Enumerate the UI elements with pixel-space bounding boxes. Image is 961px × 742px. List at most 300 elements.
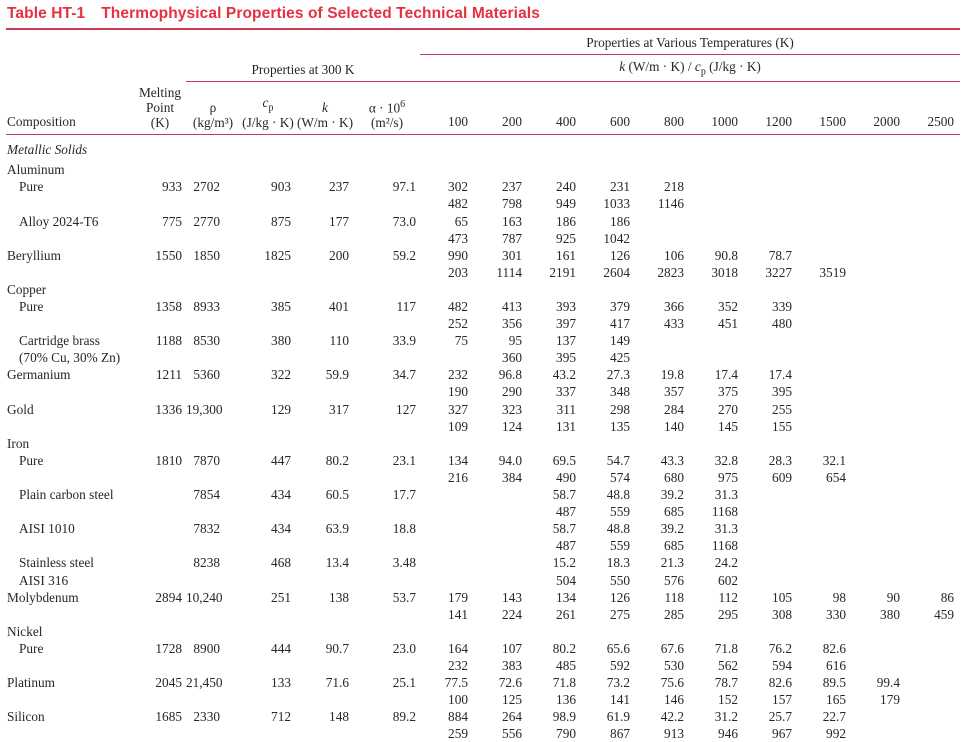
k-at-temp: 95: [508, 333, 522, 349]
k-at-temp: [798, 486, 852, 503]
density-300k: 7832: [193, 521, 220, 537]
temp-column-header: 100: [420, 81, 474, 135]
k-at-temp: 164: [448, 640, 468, 656]
k-at-temp: 48.8: [606, 521, 630, 537]
cp-at-temp: 395: [556, 350, 576, 366]
k-at-temp: 393: [556, 299, 576, 314]
specific-heat-300k: 385: [271, 299, 291, 314]
melting-point: 933: [162, 179, 182, 195]
empty-cell: [296, 572, 354, 589]
k-at-temp: 240: [556, 179, 576, 195]
cp-at-temp: 397: [556, 316, 576, 332]
empty-cell: [296, 349, 354, 366]
empty-cell: [240, 315, 296, 332]
specific-heat-300k: 322: [271, 367, 291, 383]
k-at-temp: 31.3: [714, 487, 738, 503]
conductivity-300k: 110: [329, 333, 349, 349]
cp-at-temp: 290: [502, 384, 522, 400]
cp-at-temp: [798, 418, 852, 435]
cp-at-temp: 473: [448, 230, 468, 246]
k-at-temp: 186: [610, 213, 630, 229]
cp-at-temp: 383: [502, 657, 522, 673]
density-300k: 8900: [193, 640, 220, 656]
k-at-temp: 218: [664, 179, 684, 195]
k-at-temp: 270: [718, 401, 738, 417]
diffusivity-300k: 89.2: [392, 709, 416, 725]
k-at-temp: [906, 640, 960, 657]
k-at-temp: 482: [448, 299, 468, 314]
melting-point: 1685: [155, 709, 182, 725]
empty-cell: [354, 315, 420, 332]
empty-cell: [240, 657, 296, 674]
k-at-temp: 106: [664, 247, 684, 263]
k-at-temp: 255: [772, 401, 792, 417]
k-at-temp: 58.7: [552, 521, 576, 537]
cp-at-temp: 790: [556, 726, 576, 742]
cp-at-temp: [852, 230, 906, 247]
cp-at-temp: 384: [502, 469, 522, 485]
cp-at-temp: 480: [772, 316, 792, 332]
empty-cell: [296, 537, 354, 554]
empty-cell: [134, 315, 186, 332]
material-name: Silicon: [7, 709, 45, 725]
cp-at-temp: 490: [556, 469, 576, 485]
k-at-temp: [798, 178, 852, 195]
table-body: [6, 135, 960, 742]
cp-at-temp: 487: [556, 538, 576, 554]
empty-cell: [186, 383, 240, 400]
cp-at-temp: [852, 315, 906, 332]
k-at-temp: 990: [448, 247, 468, 263]
cp-at-temp: [798, 537, 852, 554]
empty-cell: [296, 606, 354, 623]
k-cp-units-header: k $(W/m \cdot K) / c_p$ (J/kg · K): [420, 55, 960, 82]
k-at-temp: 161: [556, 247, 576, 263]
k-at-temp: [744, 486, 798, 503]
specific-heat-300k: 133: [271, 675, 291, 691]
k-at-temp: [852, 332, 906, 349]
material-row-cp-line: [6, 503, 960, 520]
empty-cell: [134, 469, 186, 486]
material-name: Pure: [19, 299, 44, 314]
k-at-temp: [420, 520, 474, 537]
k-at-temp: [852, 640, 906, 657]
k-at-temp: [636, 213, 690, 230]
conductivity-300k: 401: [329, 299, 349, 314]
material-name: Germanium: [7, 367, 71, 383]
empty-cell: [240, 572, 296, 589]
empty-cell: [296, 264, 354, 281]
material-name: Stainless steel: [19, 555, 94, 571]
cp-at-temp: 530: [664, 657, 684, 673]
material-name: Alloy 2024-T6: [19, 213, 99, 229]
k-at-temp: 39.2: [660, 521, 684, 537]
cp-at-temp: [744, 195, 798, 212]
k-at-temp: [744, 332, 798, 349]
properties-300k-header: Properties at 300 K: [186, 55, 420, 82]
density-300k: 7854: [193, 487, 220, 503]
cp-at-temp: [798, 349, 852, 366]
cp-at-temp: 550: [610, 572, 630, 588]
material-row: [6, 708, 960, 725]
cp-at-temp: 261: [556, 606, 576, 622]
conductivity-300k: 63.9: [325, 521, 349, 537]
empty-cell: [134, 691, 186, 708]
k-at-temp: [906, 178, 960, 195]
material-row-cp-line: [6, 691, 960, 708]
cp-at-temp: [744, 349, 798, 366]
cp-at-temp: 482: [448, 196, 468, 212]
empty-cell: [240, 349, 296, 366]
cp-at-temp: [852, 657, 906, 674]
k-at-temp: [798, 247, 852, 264]
empty-cell: [134, 418, 186, 435]
empty-cell: [354, 469, 420, 486]
empty-cell: [134, 725, 186, 742]
density-300k: 5360: [193, 367, 220, 383]
empty-cell: [134, 503, 186, 520]
conductivity-300k: 237: [329, 179, 349, 195]
specific-heat-300k: 380: [271, 333, 291, 349]
empty-cell: [240, 383, 296, 400]
cp-at-temp: 992: [826, 726, 846, 742]
k-at-temp: [852, 554, 906, 571]
empty-cell: [354, 537, 420, 554]
header-spacer: [6, 31, 420, 55]
cp-at-temp: [852, 418, 906, 435]
material-row: [6, 674, 960, 691]
specific-heat-300k: 129: [271, 401, 291, 417]
material-name: Platinum: [7, 675, 56, 691]
k-at-temp: [852, 298, 906, 315]
k-at-temp: [798, 401, 852, 418]
cp-at-temp: 357: [664, 384, 684, 400]
k-at-temp: 99.4: [876, 675, 900, 691]
k-at-temp: 75.6: [660, 675, 684, 691]
k-at-temp: 76.2: [768, 640, 792, 656]
empty-cell: [134, 606, 186, 623]
k-at-temp: [798, 213, 852, 230]
cp-at-temp: [690, 195, 744, 212]
melting-point: 2894: [155, 589, 182, 605]
cp-at-temp: 504: [556, 572, 576, 588]
k-at-temp: 339: [772, 299, 792, 314]
k-at-temp: 884: [448, 709, 468, 725]
k-at-temp: 90.8: [714, 247, 738, 263]
diffusivity-300k: 17.7: [392, 487, 416, 503]
empty-cell: [240, 418, 296, 435]
k-at-temp: [906, 674, 960, 691]
cp-at-temp: 576: [664, 572, 684, 588]
k-at-temp: 96.8: [498, 367, 522, 383]
cp-at-temp: 485: [556, 657, 576, 673]
material-row-cp-line: [6, 383, 960, 400]
empty-cell: [354, 503, 420, 520]
cp-at-temp: 2191: [549, 264, 576, 280]
conductivity-300k: 60.5: [325, 487, 349, 503]
cp-at-temp: 3519: [819, 264, 846, 280]
cp-at-temp: 559: [610, 538, 630, 554]
empty-cell: [186, 349, 240, 366]
diffusivity-300k: 97.1: [392, 179, 416, 195]
melting-point: 1211: [155, 367, 182, 383]
empty-cell: [240, 195, 296, 212]
k-at-temp: 327: [448, 401, 468, 417]
k-at-temp: 98: [832, 589, 846, 605]
empty-cell: [240, 230, 296, 247]
cp-at-temp: 136: [556, 692, 576, 708]
empty-cell: [296, 230, 354, 247]
k-at-temp: 301: [502, 247, 522, 263]
empty-cell: [134, 349, 186, 366]
k-at-temp: [690, 332, 744, 349]
cp-at-temp: 216: [448, 469, 468, 485]
material-row: [6, 366, 960, 383]
k-at-temp: 71.8: [552, 675, 576, 691]
conductivity-300k: 317: [329, 401, 349, 417]
cp-at-temp: 451: [718, 316, 738, 332]
k-at-temp: 186: [556, 213, 576, 229]
k-at-temp: 231: [610, 179, 630, 195]
properties-table: [6, 31, 960, 742]
k-at-temp: 32.8: [714, 452, 738, 468]
density-300k: 2330: [193, 709, 220, 725]
k-at-temp: [906, 332, 960, 349]
conductivity-300k: 80.2: [325, 452, 349, 468]
conductivity-300k: 148: [329, 709, 349, 725]
k-at-temp: 134: [448, 452, 468, 468]
cp-at-temp: 135: [610, 418, 630, 434]
cp-at-temp: 330: [826, 606, 846, 622]
temp-column-header: 2000: [852, 81, 906, 135]
group-row: [6, 281, 960, 298]
cp-at-temp: 152: [718, 692, 738, 708]
cp-at-temp: 275: [610, 606, 630, 622]
empty-cell: [354, 349, 420, 366]
material-row-cp-line: [6, 657, 960, 674]
cp-at-temp: 685: [664, 504, 684, 520]
cp-at-temp: [852, 725, 906, 742]
empty-cell: [186, 195, 240, 212]
specific-heat-300k: 875: [271, 213, 291, 229]
cp-at-temp: 157: [772, 692, 792, 708]
cp-at-temp: 1168: [711, 538, 738, 554]
material-row-cp-line: [6, 195, 960, 212]
material-name-line2: [6, 195, 134, 212]
cp-at-temp: 125: [502, 692, 522, 708]
cp-at-temp: [906, 657, 960, 674]
material-name: Pure: [19, 452, 44, 468]
cp-at-temp: 975: [718, 469, 738, 485]
empty-cell: [186, 725, 240, 742]
cp-at-temp: [852, 469, 906, 486]
material-row-cp-line: [6, 725, 960, 742]
material-row-cp-line: [6, 572, 960, 589]
cp-at-temp: 680: [664, 469, 684, 485]
cp-at-temp: [852, 383, 906, 400]
empty-cell: [134, 195, 186, 212]
material-group-name: Iron: [7, 435, 30, 451]
empty-cell: [296, 383, 354, 400]
cp-at-temp: 867: [610, 726, 630, 742]
temp-column-header: 1200: [744, 81, 798, 135]
specific-heat-300k: 251: [271, 589, 291, 605]
specific-heat-300k: 903: [271, 179, 291, 195]
cp-at-temp: 140: [664, 418, 684, 434]
conductivity-300k: 90.7: [325, 640, 349, 656]
material-row-cp-line: [6, 606, 960, 623]
cp-at-temp: 295: [718, 606, 738, 622]
k-at-temp: [906, 554, 960, 571]
cp-at-temp: 1146: [657, 196, 684, 212]
specific-heat-300k: 1825: [264, 247, 291, 263]
specific-heat-300k: 712: [271, 709, 291, 725]
cp-at-temp: [906, 195, 960, 212]
cp-at-temp: [744, 537, 798, 554]
melting-point: 1188: [155, 333, 182, 349]
material-name-line2: [6, 315, 134, 332]
cp-at-temp: [906, 503, 960, 520]
diffusivity-300k: 3.48: [392, 555, 416, 571]
temp-column-header: 400: [528, 81, 582, 135]
k-at-temp: [906, 298, 960, 315]
empty-cell: [354, 606, 420, 623]
k-at-temp: 82.6: [822, 640, 846, 656]
empty-cell: [186, 537, 240, 554]
material-row: [6, 589, 960, 606]
cp-at-temp: [852, 503, 906, 520]
empty-cell: [296, 691, 354, 708]
k-at-temp: 28.3: [768, 452, 792, 468]
empty-cell: [354, 383, 420, 400]
melting-point: 1550: [155, 247, 182, 263]
k-at-temp: [636, 332, 690, 349]
melting-point-column-header: Melting Point (K): [134, 81, 186, 135]
material-name: Pure: [19, 640, 44, 656]
material-name-line2: [6, 537, 134, 554]
material-name: Beryllium: [7, 247, 61, 263]
cp-at-temp: 141: [448, 606, 468, 622]
cp-at-temp: 559: [610, 504, 630, 520]
k-at-temp: 78.7: [714, 675, 738, 691]
cp-at-temp: 232: [448, 657, 468, 673]
cp-at-temp: 925: [556, 230, 576, 246]
cp-at-temp: [798, 230, 852, 247]
k-at-temp: 232: [448, 367, 468, 383]
k-at-temp: 48.8: [606, 487, 630, 503]
k-at-temp: [906, 213, 960, 230]
k-at-temp: [744, 554, 798, 571]
cp-at-temp: 348: [610, 384, 630, 400]
cp-at-temp: 3227: [765, 264, 792, 280]
material-row: [6, 332, 960, 349]
density-300k: 2770: [193, 213, 220, 229]
cp-at-temp: [744, 572, 798, 589]
cp-at-temp: 1114: [496, 264, 522, 280]
empty-cell: [186, 657, 240, 674]
empty-cell: [186, 469, 240, 486]
cp-at-temp: 259: [448, 726, 468, 742]
temp-column-header: 200: [474, 81, 528, 135]
k-at-temp: [906, 708, 960, 725]
cp-at-temp: 2604: [603, 264, 630, 280]
k-at-temp: [852, 178, 906, 195]
k-at-temp: 24.2: [714, 555, 738, 571]
material-name: Pure: [19, 179, 44, 195]
k-at-temp: [906, 452, 960, 469]
cp-at-temp: 574: [610, 469, 630, 485]
cp-at-temp: 356: [502, 316, 522, 332]
empty-cell: [186, 230, 240, 247]
k-at-temp: [474, 520, 528, 537]
material-row: [6, 178, 960, 195]
k-at-temp: 89.5: [822, 675, 846, 691]
k-at-temp: 98.9: [552, 709, 576, 725]
conductivity-300k: 138: [329, 589, 349, 605]
empty-cell: [134, 537, 186, 554]
melting-point: [134, 486, 186, 503]
cp-at-temp: 190: [448, 384, 468, 400]
cp-at-temp: 375: [718, 384, 738, 400]
k-at-temp: 298: [610, 401, 630, 417]
material-name-line2: [6, 503, 134, 520]
cp-at-temp: 165: [826, 692, 846, 708]
empty-cell: [296, 469, 354, 486]
cp-at-temp: 360: [502, 350, 522, 366]
cp-at-temp: 124: [502, 418, 522, 434]
k-at-temp: 75: [454, 333, 468, 349]
cp-at-temp: 913: [664, 726, 684, 742]
k-at-temp: 15.2: [552, 555, 576, 571]
density-300k: 21,450: [186, 675, 223, 691]
empty-cell: [296, 725, 354, 742]
diffusivity-300k: 117: [396, 299, 416, 314]
empty-cell: [354, 725, 420, 742]
cp-at-temp: [906, 349, 960, 366]
cp-at-temp: [906, 725, 960, 742]
k-at-temp: 105: [772, 589, 792, 605]
density-300k: 19,300: [186, 401, 223, 417]
density-300k: 7870: [193, 452, 220, 468]
header-row-group-top: [6, 31, 960, 55]
cp-at-temp: [690, 349, 744, 366]
k-at-temp: 107: [502, 640, 522, 656]
cp-at-temp: [636, 349, 690, 366]
material-row-cp-line: [6, 418, 960, 435]
diffusivity-300k: 23.0: [392, 640, 416, 656]
empty-cell: [354, 418, 420, 435]
empty-cell: [240, 503, 296, 520]
cp-at-temp: 337: [556, 384, 576, 400]
density-300k: 8530: [193, 333, 220, 349]
k-at-temp: [906, 247, 960, 264]
material-row: [6, 486, 960, 503]
cp-at-temp: 380: [880, 606, 900, 622]
k-at-temp: 71.8: [714, 640, 738, 656]
melting-point: 1728: [155, 640, 182, 656]
empty-cell: [354, 195, 420, 212]
empty-cell: [134, 572, 186, 589]
k-at-temp: [852, 486, 906, 503]
empty-cell: [296, 195, 354, 212]
k-at-temp: [474, 486, 528, 503]
cp-at-temp: [852, 537, 906, 554]
various-temperatures-header: Properties at Various Temperatures (K): [420, 31, 960, 55]
cp-at-temp: 146: [664, 692, 684, 708]
specific-heat-300k: 444: [271, 640, 291, 656]
empty-cell: [296, 315, 354, 332]
empty-cell: [134, 230, 186, 247]
